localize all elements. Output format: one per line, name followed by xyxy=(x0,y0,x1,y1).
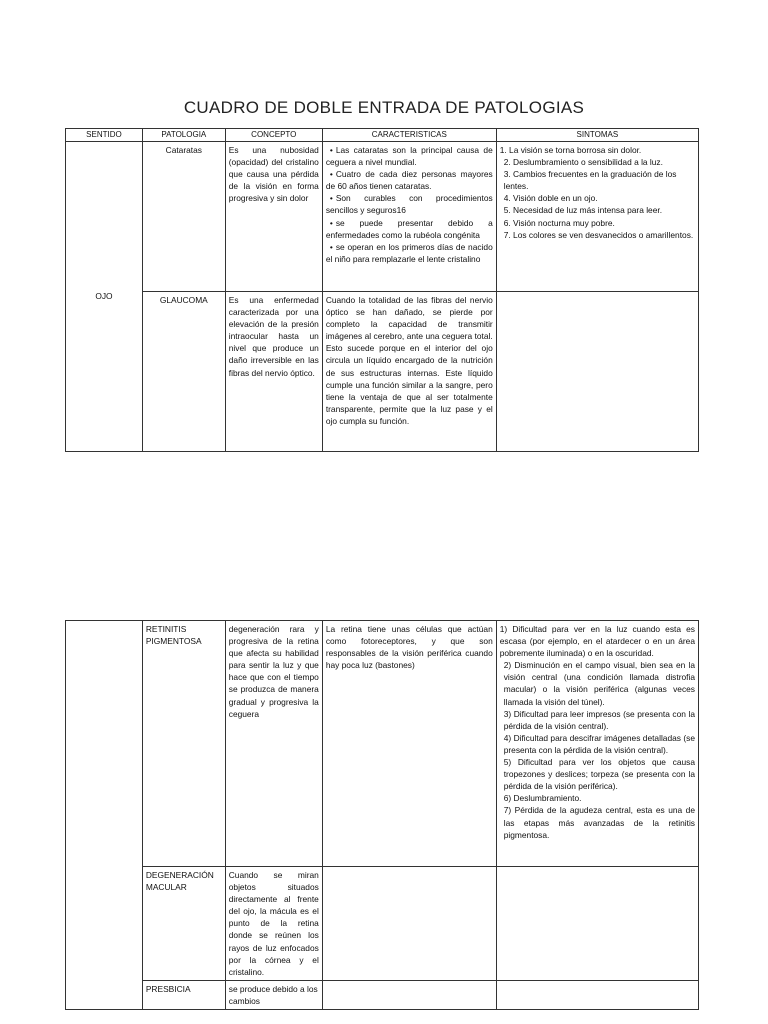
header-sentido: SENTIDO xyxy=(66,129,143,142)
header-sintomas: SINTOMAS xyxy=(496,129,698,142)
concepto-cell: Cuando se miran objetos situados directamente al frente del ojo, la mácula es el punto de la retina donde se reúnen los rayos de luz enfocados por la córnea y el cristalino. xyxy=(225,867,322,981)
table-header-row xyxy=(66,129,699,142)
concepto-cell: se produce debido a los cambios xyxy=(225,981,322,1010)
list-item: 4) Dificultad para descifrar imágenes detalladas (se presenta con la pérdida de la visión central). xyxy=(503,732,695,755)
header-patologia: PATOLOGIA xyxy=(142,129,225,142)
caracteristicas-cell xyxy=(322,867,496,981)
sentido-cell xyxy=(66,621,143,1010)
sintomas-cell xyxy=(496,142,698,292)
caracteristicas-list xyxy=(326,144,493,265)
patologia-cell: DEGENERACIÓN MACULAR xyxy=(142,867,225,981)
patologia-cell: GLAUCOMA xyxy=(142,292,225,452)
table-row xyxy=(66,292,699,452)
list-item: • Son curables con procedimientos sencillos y seguros16 xyxy=(326,192,493,216)
sintomas-cell xyxy=(496,867,698,981)
list-item: 3) Dificultad para leer impresos (se presenta con la pérdida de la visión central). xyxy=(503,708,695,731)
sintomas-cell xyxy=(496,981,698,1010)
patologia-cell: PRESBICIA xyxy=(142,981,225,1010)
pathology-table-eye xyxy=(65,128,699,452)
list-item: • Las cataratas son la principal causa de ceguera a nivel mundial. xyxy=(326,144,493,168)
concepto-cell: Es una enfermedad caracterizada por una elevación de la presión intraocular hasta un nivel que produce un daño irreversible en las fibras del nervio óptico. xyxy=(225,292,322,452)
sintomas-cell xyxy=(496,621,698,867)
list-item: 7. Los colores se ven desvanecidos o amarillentos. xyxy=(503,229,694,240)
sintomas-cell xyxy=(496,292,698,452)
list-item: 1) Dificultad para ver en la luz cuando esta es escasa (por ejemplo, en el atardecer o en un área pobremente iluminada) o en la oscuridad. xyxy=(499,624,695,659)
table-row xyxy=(66,142,699,292)
list-item: 4. Visión doble en un ojo. xyxy=(503,193,598,204)
list-item: 5) Dificultad para ver los objetos que causa tropezones y deslices; torpeza (se presenta con la pérdida de la visión periférica). xyxy=(503,757,695,792)
caracteristicas-cell xyxy=(322,142,496,292)
list-item: 3. Cambios frecuentes en la graduación de los lentes. xyxy=(503,169,677,192)
list-item: • se puede presentar debido a enfermedades como la rubéola congénita xyxy=(326,217,493,241)
caracteristicas-cell: La retina tiene unas células que actúan como fotoreceptores, y que son responsables de la visión periférica cuando hay poca luz (bastones) xyxy=(322,621,496,867)
list-item: 2) Disminución en el campo visual, bien sea en la visión central (una condición llamada distrofia macular) o la visión periférica (algunas veces llamada la visión del túnel). xyxy=(503,660,695,707)
concepto-cell: Es una nubosidad (opacidad) del cristalino que causa una pérdida de la visión en forma progresiva y sin dolor xyxy=(225,142,322,292)
caracteristicas-cell: Cuando la totalidad de las fibras del nervio óptico se han dañado, se pierde por completo la capacidad de transmitir imágenes al cerebro, ante una ceguera total. Esto sucede porque en el interior del ojo circula un líquido encargado de la nutrición de sus estructuras internas. Este líquido cumple una función similar a la sangre, pero tiene la ventaja de que al ser totalmente transparente, permite que la luz pase y el ojo cumpla su función. xyxy=(322,292,496,452)
table-row xyxy=(66,867,699,981)
header-concepto: CONCEPTO xyxy=(225,129,322,142)
patologia-cell: Cataratas xyxy=(142,142,225,292)
caracteristicas-cell xyxy=(322,981,496,1010)
list-item: 6. Visión nocturna muy pobre. xyxy=(503,217,615,228)
list-item: • se operan en los primeros días de nacido el niño para remplazarle el lente cristalino xyxy=(326,241,493,265)
list-item: • Cuatro de cada diez personas mayores de 60 años tienen cataratas. xyxy=(326,168,493,192)
header-caracteristicas: CARACTERISTICAS xyxy=(322,129,496,142)
table-row xyxy=(66,621,699,867)
list-item: 5. Necesidad de luz más intensa para leer. xyxy=(503,205,663,216)
patologia-cell: RETINITIS PIGMENTOSA xyxy=(142,621,225,867)
sentido-cell: OJO xyxy=(66,142,143,452)
list-item: 1. La visión se torna borrosa sin dolor. xyxy=(499,145,642,155)
list-item: 6) Deslumbramiento. xyxy=(503,793,582,804)
list-item: 7) Pérdida de la agudeza central, esta es una de las etapas más avanzadas de la retinitis pigmentosa. xyxy=(503,805,695,840)
list-item: 2. Deslumbramiento o sensibilidad a la luz. xyxy=(503,157,663,168)
concepto-cell: degeneración rara y progresiva de la retina que afecta su habilidad para sentir la luz y que hace que con el tiempo se produzca de manera gradual y progresiva la ceguera xyxy=(225,621,322,867)
table-row xyxy=(66,981,699,1010)
document-title: CUADRO DE DOBLE ENTRADA DE PATOLOGIAS xyxy=(183,98,585,117)
pathology-table-eye-continued xyxy=(65,620,699,1010)
